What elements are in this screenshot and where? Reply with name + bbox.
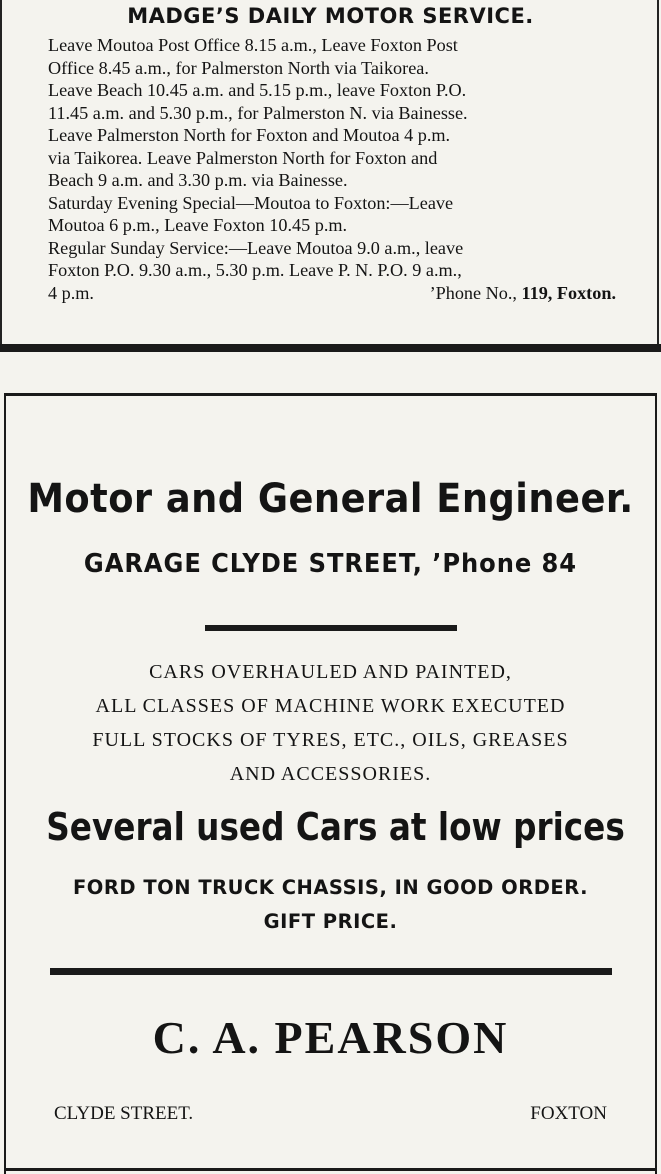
bottom-rule xyxy=(0,344,661,352)
timetable-line: Beach 9 a.m. and 3.30 p.m. via Bainesse. xyxy=(48,170,348,190)
phone-suffix: 119, Foxton. xyxy=(521,282,616,303)
bottom-rule xyxy=(4,1168,657,1171)
service-line: FULL STOCKS OF TYRES, ETC., OILS, GREASES xyxy=(92,729,569,751)
top-rule xyxy=(4,393,657,396)
last-line-time: 4 p.m. xyxy=(48,282,94,303)
phone-prefix: ’Phone No., xyxy=(429,282,522,303)
proprietor-name: C. A. PEARSON xyxy=(152,1012,509,1063)
garage-subheading: GARAGE CLYDE STREET, ’Phone 84 xyxy=(83,549,578,579)
service-line: AND ACCESSORIES. xyxy=(229,763,432,785)
timetable-line: 11.45 a.m. and 5.30 p.m., for Palmerston N. via Bainesse. xyxy=(48,102,468,123)
left-border xyxy=(0,0,2,344)
timetable-line: Leave Palmerston North for Foxton and Moutoa 4 p.m. xyxy=(48,125,451,145)
used-cars-headline: Several used Cars at low prices xyxy=(46,805,625,849)
offer-line: GIFT PRICE. xyxy=(263,910,398,933)
right-border xyxy=(657,0,659,344)
timetable-last-line xyxy=(48,282,616,305)
motor-service-advertisement xyxy=(0,0,661,354)
address-town: FOXTON xyxy=(530,1103,607,1124)
truck-offer xyxy=(0,871,661,939)
timetable-line: Leave Beach 10.45 a.m. and 5.15 p.m., leave Foxton P.O. xyxy=(48,80,467,100)
timetable-line: Office 8.45 a.m., for Palmerston North via Taikorea. xyxy=(48,57,429,78)
offer-line: FORD TON TRUCK CHASSIS, IN GOOD ORDER. xyxy=(72,876,589,899)
timetable-text xyxy=(48,34,616,304)
timetable-line: Moutoa 6 p.m., Leave Foxton 10.45 p.m. xyxy=(48,215,348,235)
engineer-advertisement xyxy=(0,393,661,1174)
service-line: CARS OVERHAULED AND PAINTED, xyxy=(149,661,512,683)
timetable-line: via Taikorea. Leave Palmerston North for Foxton and xyxy=(48,147,438,168)
service-line: ALL CLASSES OF MACHINE WORK EXECUTED xyxy=(95,695,566,717)
timetable-line: Foxton P.O. 9.30 a.m., 5.30 p.m. Leave P. N. P.O. 9 a.m., xyxy=(48,260,462,280)
timetable-line: Saturday Evening Special—Moutoa to Foxton:—Leave xyxy=(48,192,454,213)
engineer-heading: Motor and General Engineer. xyxy=(27,476,634,522)
ad-title: MADGE’S DAILY MOTOR SERVICE. xyxy=(127,4,534,28)
short-divider xyxy=(205,625,457,631)
long-divider xyxy=(50,968,612,975)
timetable-line: Leave Moutoa Post Office 8.15 a.m., Leave Foxton Post xyxy=(48,35,458,55)
timetable-line: Regular Sunday Service:—Leave Moutoa 9.0 a.m., leave xyxy=(48,237,464,258)
services-list xyxy=(0,655,661,791)
phone-number xyxy=(430,282,616,305)
address-street: CLYDE STREET. xyxy=(54,1103,194,1124)
